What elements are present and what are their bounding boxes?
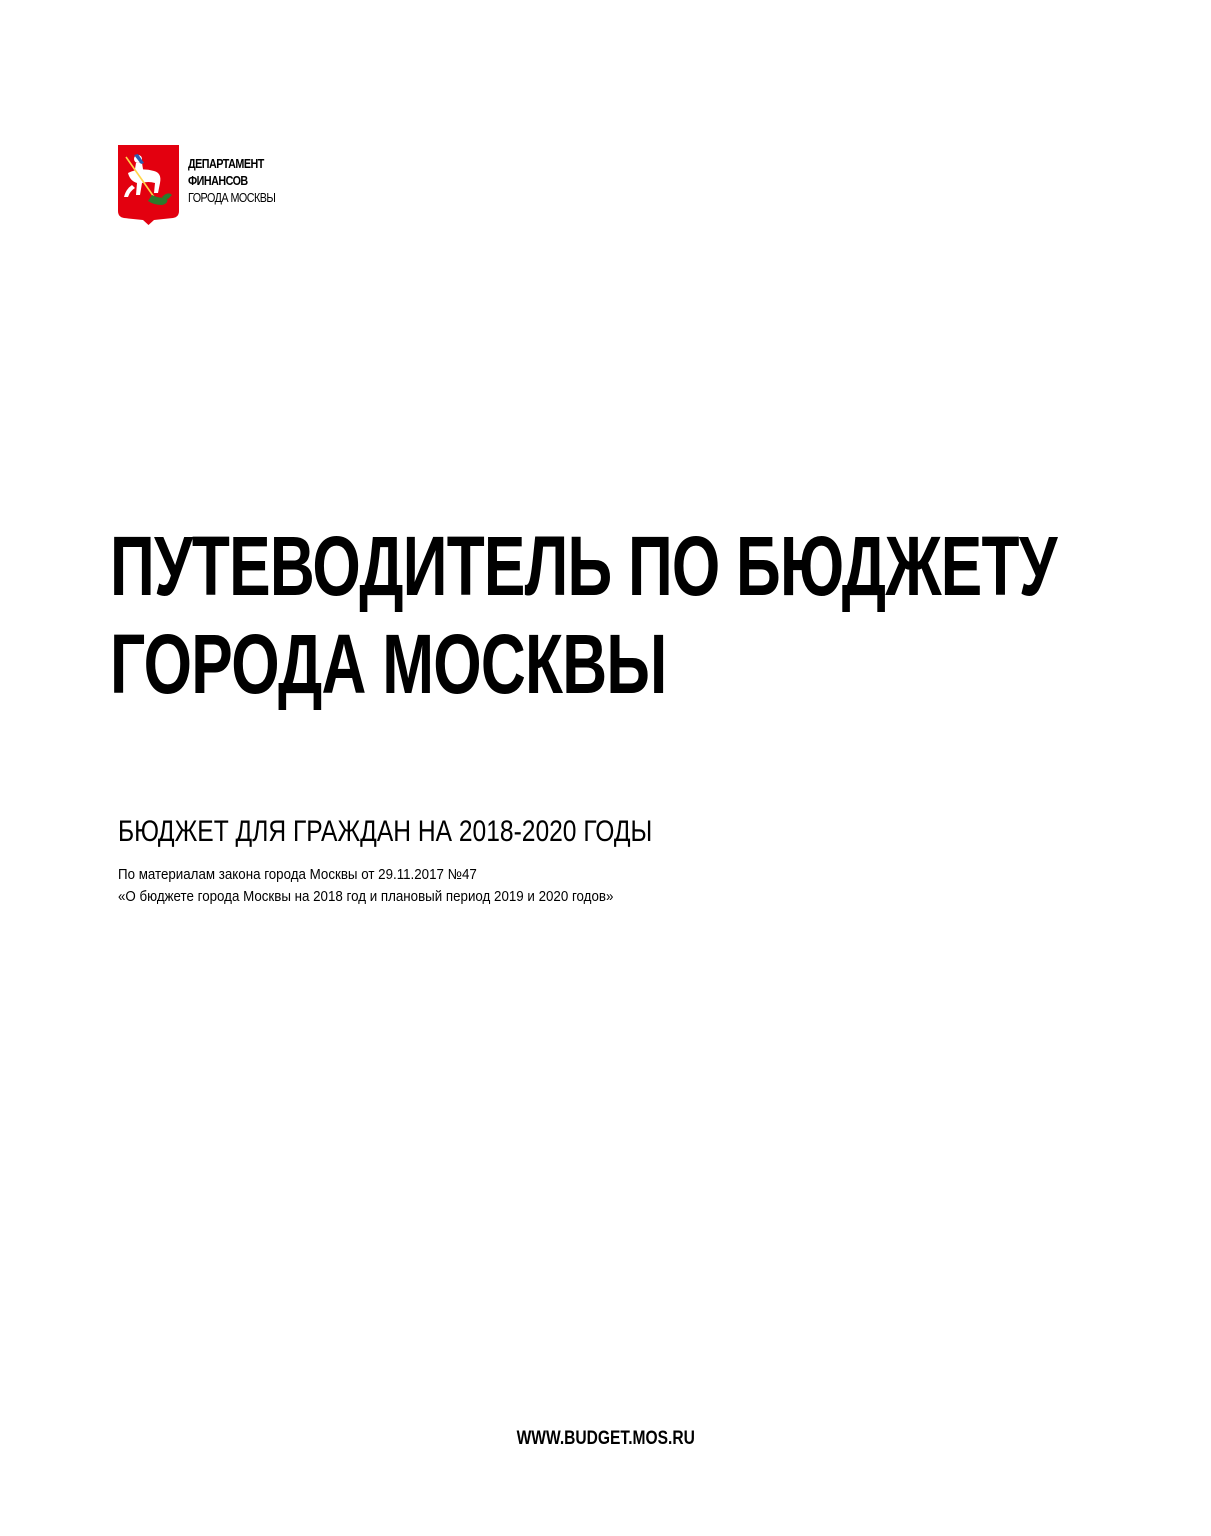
website-link-label: WWW.BUDGET.MOS.RU: [516, 1428, 695, 1449]
legal-basis-note: [118, 864, 613, 908]
department-name-line2: ФИНАНСОВ: [188, 174, 248, 188]
legal-basis-line2: «О бюджете города Москвы на 2018 год и плановый период 2019 и 2020 годов»: [118, 889, 614, 905]
legal-basis-line1: По материалам закона города Москвы от 29.11.2017 №47: [118, 867, 477, 883]
page-subtitle: БЮДЖЕТ ДЛЯ ГРАЖДАН НА 2018-2020 ГОДЫ: [118, 815, 653, 848]
department-name-line1: ДЕПАРТАМЕНТ: [188, 157, 264, 171]
department-logo: [118, 145, 290, 225]
page-title-line1: ПУТЕВОДИТЕЛЬ ПО БЮДЖЕТУ: [110, 519, 1057, 613]
department-name: [188, 156, 275, 207]
page-title-line2: ГОРОДА МОСКВЫ: [110, 617, 667, 711]
page-title: [110, 517, 1057, 713]
department-name-line3: ГОРОДА МОСКВЫ: [188, 191, 276, 205]
website-link[interactable]: [0, 1428, 1211, 1450]
moscow-coat-of-arms-icon: [118, 145, 179, 225]
